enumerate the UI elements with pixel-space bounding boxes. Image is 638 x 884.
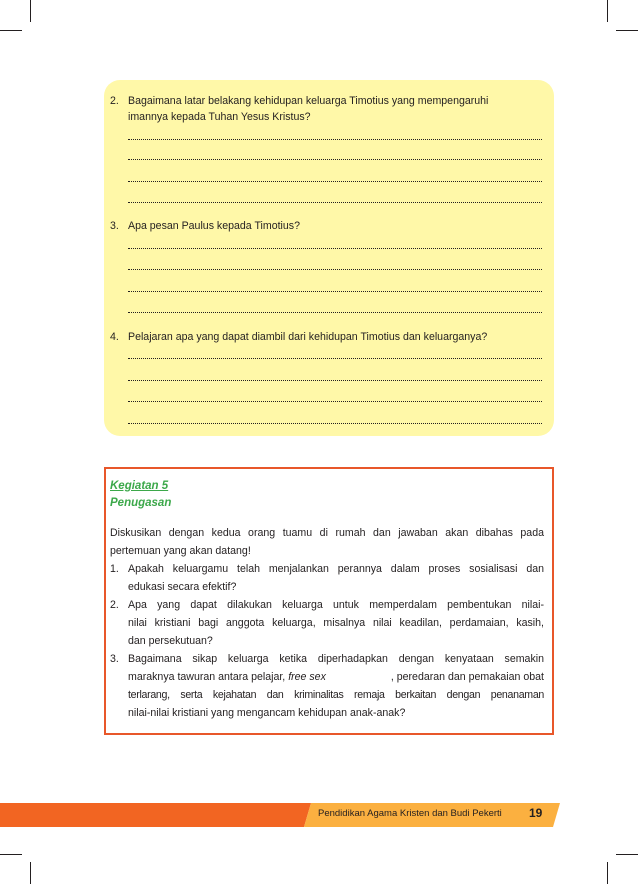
item-text: dan persekutuan? [128,635,213,647]
item-number: 3. [110,653,119,665]
questions-box [104,80,554,436]
item-text: Bagaimana sikap keluarga ketika diperhadapkan dengan kenyataan semakin [128,653,544,665]
item-number: 1. [110,563,119,575]
crop-mark [0,30,22,31]
answer-line[interactable] [128,400,542,402]
crop-mark [30,862,31,884]
answer-line[interactable] [128,357,542,359]
answer-line[interactable] [128,268,542,270]
question-text: imannya kepada Tuhan Yesus Kristus? [128,111,311,123]
crop-mark [0,854,22,855]
question-number: 4. [110,331,119,343]
question-text: Pelajaran apa yang dapat diambil dari kehidupan Timotius dan keluarganya? [128,331,488,343]
page-number: 19 [529,806,543,820]
answer-line[interactable] [128,422,542,424]
activity-intro: Diskusikan dengan kedua orang tuamu di rumah dan jawaban akan dibahas pada [110,527,544,539]
item-text-part: , peredaran dan pemakaian obat [390,671,544,683]
answer-line[interactable] [128,247,542,249]
item-text-part: maraknya tawuran antara pelajar, [128,671,289,683]
answer-line[interactable] [128,290,542,292]
question-text: Bagaimana latar belakang kehidupan keluarga Timotius yang mempengaruhi [128,95,489,107]
answer-line[interactable] [128,201,542,203]
question-number: 2. [110,95,119,107]
answer-line[interactable] [128,158,542,160]
crop-mark [616,854,638,855]
footer-book-title: Pendidikan Agama Kristen dan Budi Pekerti [318,808,502,819]
crop-mark [607,862,608,884]
activity-intro: pertemuan yang akan datang! [110,545,251,557]
answer-line[interactable] [128,180,542,182]
answer-line[interactable] [128,311,542,313]
item-text: Apa yang dapat dilakukan keluarga untuk memperdalam pembentukan nilai- [128,599,544,611]
footer-orange-band [0,803,311,827]
activity-subtitle: Penugasan [110,497,172,509]
item-text: terlarang, serta kejahatan dan kriminalitas remaja berkaitan dengan penanaman [128,689,544,701]
item-text: nilai-nilai kristiani yang mengancam kehidupan anak-anak? [128,707,406,719]
crop-mark [30,0,31,22]
item-text [128,671,544,683]
answer-line[interactable] [128,138,542,140]
answer-line[interactable] [128,379,542,381]
question-number: 3. [110,220,119,232]
item-text: nilai kristiani bagi anggota keluarga, misalnya nilai keadilan, perdamaian, kasih, [128,617,544,629]
crop-mark [616,30,638,31]
question-text: Apa pesan Paulus kepada Timotius? [128,220,300,232]
item-text: Apakah keluargamu telah menjalankan perannya dalam proses sosialisasi dan [128,563,544,575]
item-text: edukasi secara efektif? [128,581,237,593]
crop-mark [607,0,608,22]
activity-title: Kegiatan 5 [110,480,169,492]
item-number: 2. [110,599,119,611]
item-text-emphasis: free sex [288,671,326,683]
